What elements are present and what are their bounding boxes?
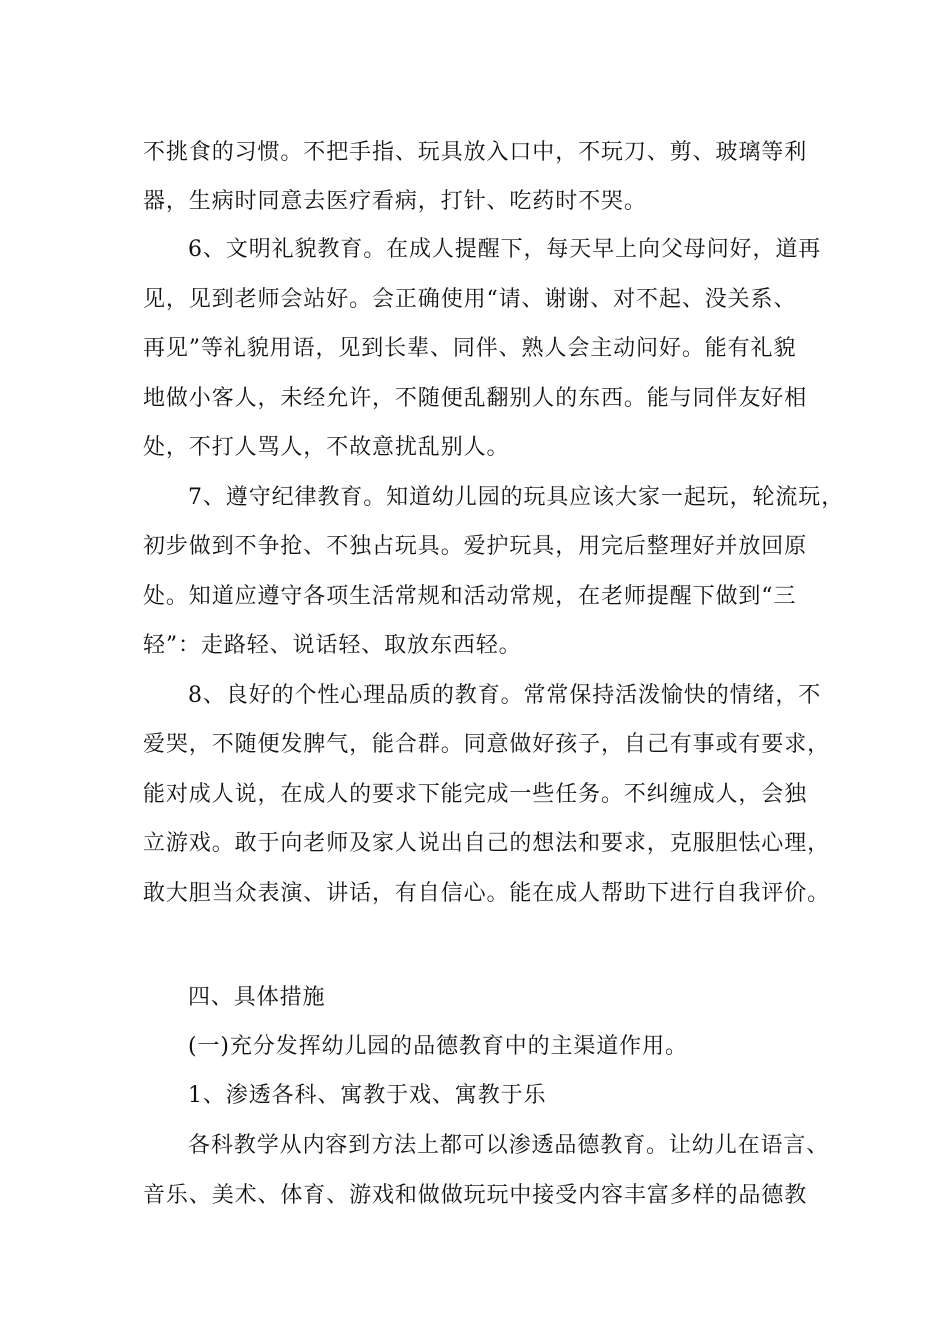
paragraph-line	[0, 428, 950, 468]
paragraph-line	[0, 230, 950, 270]
text-line: 音乐、美术、体育、游戏和做做玩玩中接受内容丰富多样的品德教	[143, 1183, 808, 1208]
text-line: 见，见到老师会站好。会正确使用“请、谢谢、对不起、没关系、	[143, 287, 797, 312]
text-line: 6、文明礼貌教育。在成人提醒下，每天早上向父母问好，道再	[188, 237, 822, 262]
paragraph-line	[0, 725, 950, 765]
subheading	[0, 1027, 950, 1067]
paragraph-line	[0, 478, 950, 518]
text-line: 器，生病时同意去医疗看病，打针、吃药时不哭。	[143, 189, 647, 214]
text-line: 爱哭，不随便发脾气，能合群。同意做好孩子，自己有事或有要求，	[143, 732, 831, 757]
text-line: 敢大胆当众表演、讲话，有自信心。能在成人帮助下进行自我评价。	[143, 881, 831, 906]
text-line: 处，不打人骂人，不故意扰乱别人。	[143, 435, 510, 460]
paragraph-line	[0, 1176, 950, 1216]
text-line: 初步做到不争抢、不独占玩具。爱护玩具，用完后整理好并放回原	[143, 534, 808, 559]
paragraph-line	[0, 329, 950, 369]
paragraph-line	[0, 379, 950, 419]
text-line: 7、遵守纪律教育。知道幼儿园的玩具应该大家一起玩，轮流玩，	[188, 485, 845, 510]
paragraph-line	[0, 626, 950, 666]
subheading-text: (一)充分发挥幼儿园的品德教育中的主渠道作用。	[188, 1034, 688, 1059]
item-heading-text: 1、渗透各科、寓教于戏、寓教于乐	[188, 1083, 547, 1108]
paragraph-line	[0, 577, 950, 617]
text-line: 轻”：走路轻、说话轻、取放东西轻。	[143, 633, 522, 658]
paragraph-line	[0, 527, 950, 567]
section-heading	[0, 978, 950, 1018]
section-heading-text: 四、具体措施	[188, 985, 326, 1010]
text-line: 不挑食的习惯。不把手指、玩具放入口中，不玩刀、剪、玻璃等利	[143, 140, 808, 165]
paragraph-line	[0, 280, 950, 320]
text-line: 再见”等礼貌用语，见到长辈、同伴、熟人会主动问好。能有礼貌	[143, 336, 797, 361]
paragraph-line	[0, 182, 950, 222]
paragraph-line	[0, 775, 950, 815]
paragraph-line	[0, 676, 950, 716]
paragraph-line	[0, 133, 950, 173]
item-heading	[0, 1076, 950, 1116]
text-line: 8、良好的个性心理品质的教育。常常保持活泼愉快的情绪，不	[188, 683, 822, 708]
paragraph-line	[0, 824, 950, 864]
text-line: 处。知道应遵守各项生活常规和活动常规，在老师提醒下做到“三	[143, 584, 797, 609]
text-line: 能对成人说，在成人的要求下能完成一些任务。不纠缠成人，会独	[143, 782, 808, 807]
text-line: 各科教学从内容到方法上都可以渗透品德教育。让幼儿在语言、	[188, 1133, 830, 1158]
paragraph-line	[0, 874, 950, 914]
paragraph-line	[0, 1126, 950, 1166]
text-line: 地做小客人，未经允许，不随便乱翻别人的东西。能与同伴友好相	[143, 386, 808, 411]
text-line: 立游戏。敢于向老师及家人说出自己的想法和要求，克服胆怯心理，	[143, 831, 831, 856]
